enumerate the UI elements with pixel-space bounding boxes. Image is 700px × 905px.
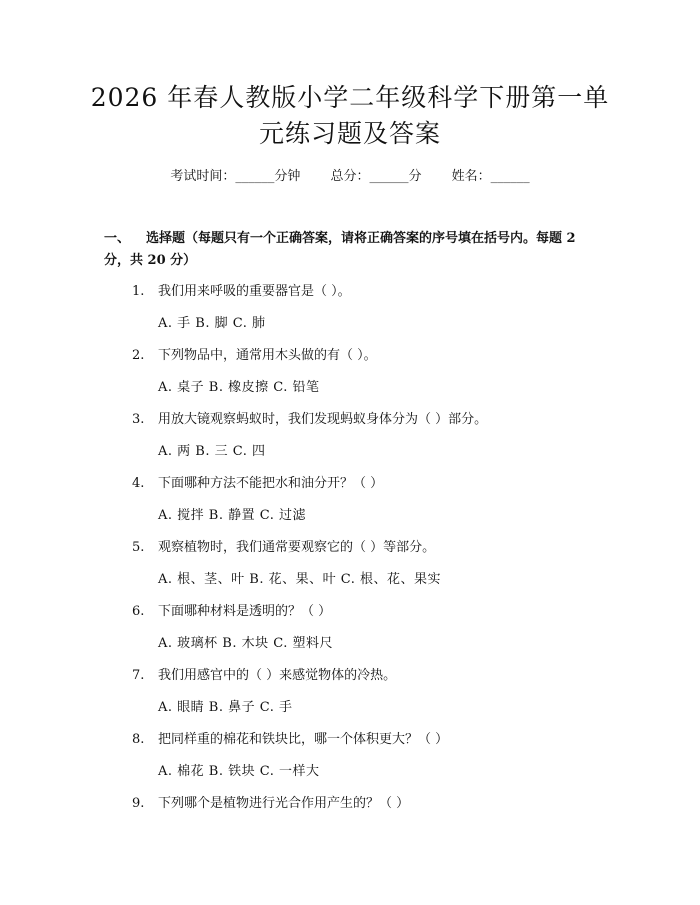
question-stem — [132, 346, 377, 366]
question-text: 观察植物时，我们通常要观察它的（ ）等部分。 — [158, 540, 436, 555]
question-number: 1. — [132, 284, 145, 299]
question-item — [0, 794, 700, 858]
question-options: A. 玻璃杯 B. 木块 C. 塑料尺 — [158, 636, 333, 651]
question-item — [0, 346, 700, 410]
title-line-2: 元练习题及答案 — [258, 119, 441, 148]
question-item — [0, 602, 700, 666]
exam-time: 考试时间：______分钟 — [170, 169, 301, 184]
question-stem — [132, 666, 396, 686]
question-text: 下列物品中，通常用木头做的有（ ）。 — [158, 348, 377, 363]
question-number: 2. — [132, 348, 145, 363]
question-number: 3. — [132, 412, 145, 427]
question-options: A. 桌子 B. 橡皮擦 C. 铅笔 — [158, 380, 320, 395]
question-number: 5. — [132, 540, 145, 555]
question-options: A. 手 B. 脚 C. 肺 — [158, 316, 266, 331]
question-item — [0, 282, 700, 346]
question-stem — [132, 602, 331, 622]
section-heading — [104, 228, 604, 272]
question-stem — [132, 794, 409, 814]
question-options: A. 眼睛 B. 鼻子 C. 手 — [158, 700, 293, 715]
question-number: 4. — [132, 476, 145, 491]
section-number: 一、 — [104, 231, 131, 246]
question-stem — [132, 282, 351, 302]
question-number: 9. — [132, 796, 145, 811]
question-item — [0, 474, 700, 538]
question-text: 我们用感官中的（ ）来感觉物体的冷热。 — [158, 668, 397, 683]
question-number: 6. — [132, 604, 145, 619]
question-item — [0, 538, 700, 602]
question-text: 下面哪种方法不能把水和油分开？（ ） — [158, 476, 384, 491]
question-text: 下列哪个是植物进行光合作用产生的？（ ） — [158, 796, 410, 811]
question-text: 把同样重的棉花和铁块比，哪一个体积更大？（ ） — [158, 732, 449, 747]
question-stem — [132, 410, 487, 430]
question-item — [0, 730, 700, 794]
question-stem — [132, 474, 383, 494]
question-text: 我们用来呼吸的重要器官是（ ）。 — [158, 284, 351, 299]
section-title: 选择题（每题只有一个正确答案，请将正确答案的序号填在括号内。每题 2 — [146, 231, 576, 246]
title-line-1: 2026 年春人教版小学二年级科学下册第一单 — [90, 83, 610, 112]
question-options: A. 两 B. 三 C. 四 — [158, 444, 266, 459]
question-options: A. 根、茎、叶 B. 花、果、叶 C. 根、花、果实 — [158, 572, 441, 587]
question-options: A. 棉花 B. 铁块 C. 一样大 — [158, 764, 320, 779]
question-number: 7. — [132, 668, 145, 683]
section-heading-line-1 — [104, 228, 604, 250]
section-heading-line-2: 分，共 20 分） — [104, 253, 197, 268]
question-text: 用放大镜观察蚂蚁时，我们发现蚂蚁身体分为（ ）部分。 — [158, 412, 488, 427]
question-text: 下面哪种材料是透明的？（ ） — [158, 604, 332, 619]
exam-info — [0, 167, 700, 187]
question-options: A. 搅拌 B. 静置 C. 过滤 — [158, 508, 306, 523]
question-number: 8. — [132, 732, 145, 747]
question-item — [0, 666, 700, 730]
document-title — [60, 80, 640, 152]
question-stem — [132, 730, 448, 750]
question-stem — [132, 538, 435, 558]
question-list — [0, 282, 700, 858]
question-item — [0, 410, 700, 474]
student-name: 姓名：______ — [451, 169, 530, 184]
total-score: 总分：______分 — [330, 169, 422, 184]
